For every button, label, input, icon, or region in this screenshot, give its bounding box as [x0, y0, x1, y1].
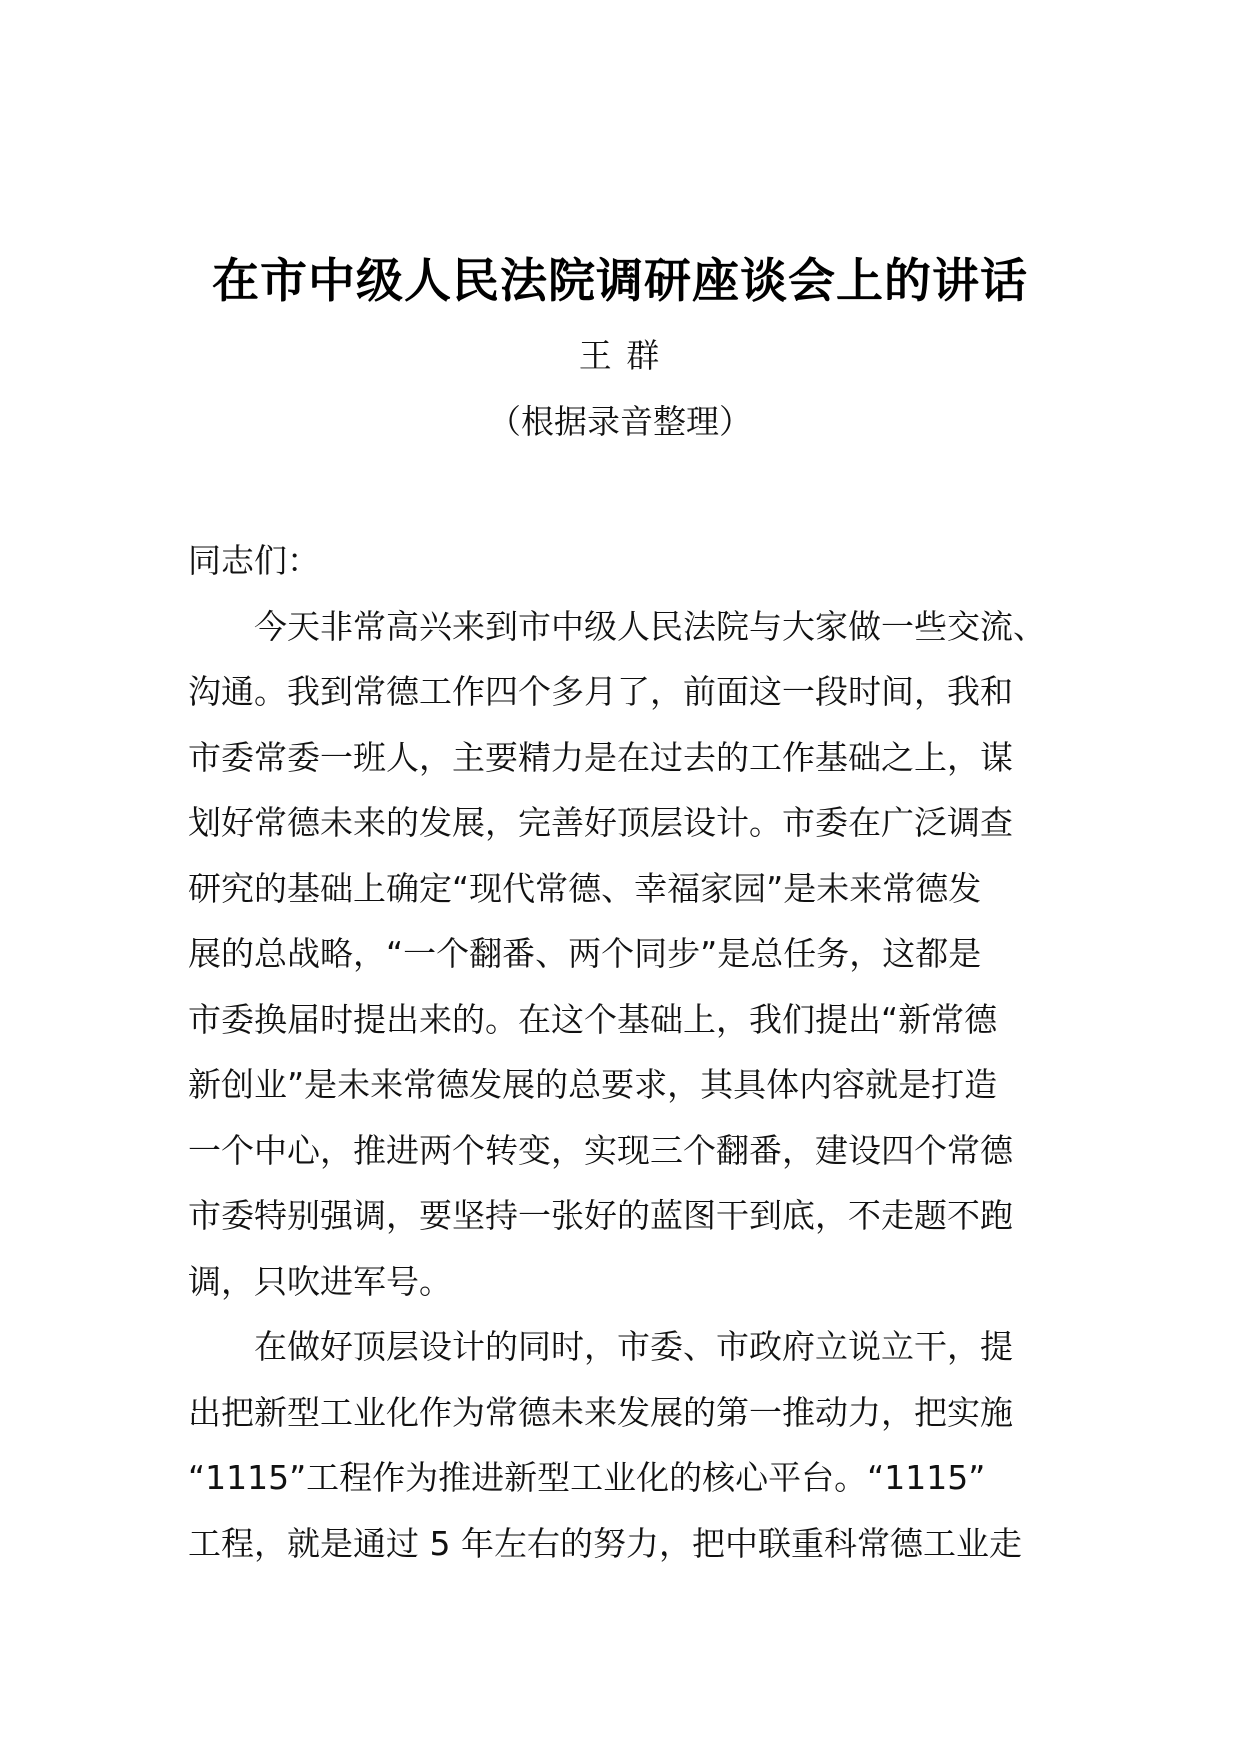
body-line: 市委换届时提出来的。在这个基础上，我们提出“新常德	[188, 999, 998, 1039]
body-line: 研究的基础上确定“现代常德、幸福家园”是未来常德发	[188, 868, 982, 908]
body-line: 在做好顶层设计的同时，市委、市政府立说立干，提	[254, 1327, 1013, 1366]
body-line: 展的总战略，“一个翻番、两个同步”是总任务，这都是	[188, 934, 982, 973]
body-line: “1115”工程作为推进新型工业化的核心平台。“1115”	[188, 1458, 986, 1497]
document-body	[188, 528, 1088, 1576]
body-line: 市委特别强调，要坚持一张好的蓝图干到底，不走题不跑	[188, 1196, 1013, 1235]
body-line: 划好常德未来的发展，完善好顶层设计。市委在广泛调查	[188, 803, 1013, 842]
body-line: 一个中心，推进两个转变，实现三个翻番，建设四个常德	[188, 1130, 1013, 1170]
body-line: 今天非常高兴来到市中级人民法院与大家做一些交流、	[254, 606, 1046, 646]
body-line: 新创业”是未来常德发展的总要求，其具体内容就是打造	[188, 1065, 998, 1104]
body-line: 调，只吹进军号。	[188, 1261, 452, 1301]
document-author: 王 群	[578, 336, 662, 375]
body-line: 出把新型工业化作为常德未来发展的第一推动力，把实施	[188, 1392, 1013, 1432]
body-line: 市委常委一班人，主要精力是在过去的工作基础之上，谋	[188, 737, 1013, 777]
document-note: （根据录音整理）	[488, 402, 752, 441]
body-line: 工程，就是通过 5 年左右的努力，把中联重科常德工业走	[188, 1523, 1022, 1563]
salutation: 同志们：	[188, 541, 320, 580]
body-line: 沟通。我到常德工作四个多月了，前面这一段时间，我和	[188, 672, 1013, 711]
document-title: 在市中级人民法院调研座谈会上的讲话	[212, 254, 1028, 309]
